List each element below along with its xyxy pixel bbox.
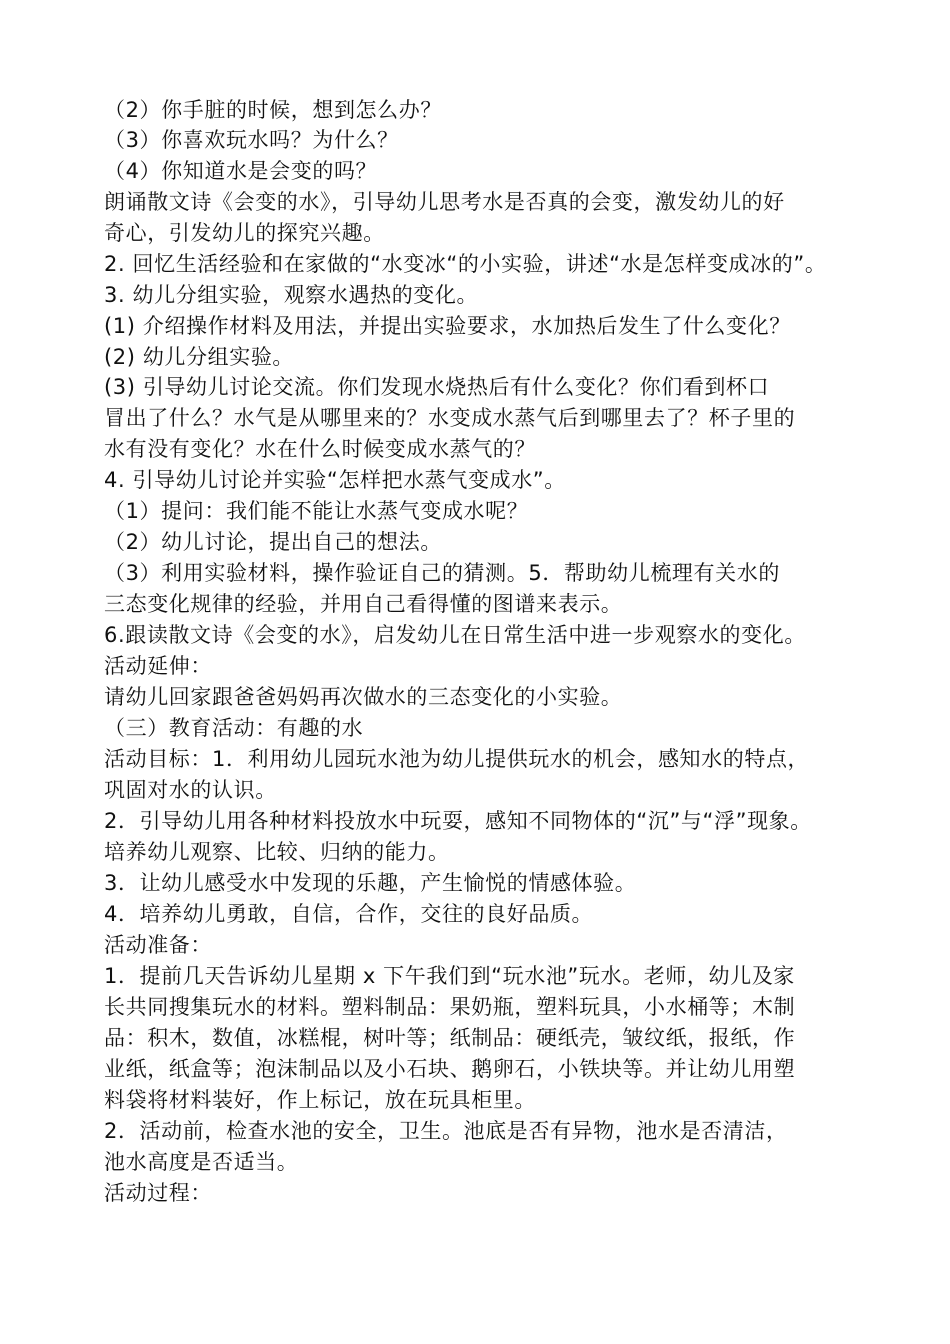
text-line: 长共同搜集玩水的材料。塑料制品：果奶瓶，塑料玩具，小水桶等；木制	[104, 995, 796, 1019]
text-line: （2）幼儿讨论，提出自己的想法。	[104, 530, 442, 554]
text-line: 品：积木，数值，冰糕棍，树叶等；纸制品：硬纸壳，皱纹纸，报纸，作	[104, 1026, 796, 1050]
text-line: 活动准备：	[104, 933, 212, 957]
text-line: （1）提问：我们能不能让水蒸气变成水呢？	[104, 499, 529, 523]
text-line: 4．培养幼儿勇敢，自信，合作，交往的良好品质。	[104, 902, 594, 926]
text-line: （2）你手脏的时候，想到怎么办？	[104, 98, 442, 122]
text-line: （3）你喜欢玩水吗？为什么？	[104, 128, 399, 152]
text-line: 3. 幼儿分组实验，观察水遇热的变化。	[104, 283, 479, 307]
text-line: 6.跟读散文诗《会变的水》，启发幼儿在日常生活中进一步观察水的变化。	[104, 623, 806, 647]
text-line: 请幼儿回家跟爸爸妈妈再次做水的三态变化的小实验。	[104, 685, 623, 709]
text-line: 活动延伸：	[104, 654, 212, 678]
text-line: 3．让幼儿感受水中发现的乐趣，产生愉悦的情感体验。	[104, 871, 637, 895]
text-line: (2) 幼儿分组实验。	[104, 345, 295, 369]
text-line: （3）利用实验材料，操作验证自己的猜测。5．帮助幼儿梳理有关水的	[104, 561, 780, 585]
text-line: 2．活动前，检查水池的安全，卫生。池底是否有异物，池水是否清洁，	[104, 1119, 788, 1143]
text-line: (3) 引导幼儿讨论交流。你们发现水烧热后有什么变化？你们看到杯口	[104, 375, 770, 399]
text-line: 奇心，引发幼儿的探究兴趣。	[104, 221, 385, 245]
text-line: 朗诵散文诗《会变的水》，引导幼儿思考水是否真的会变，激发幼儿的好	[104, 190, 785, 214]
text-line: (1) 介绍操作材料及用法，并提出实验要求，水加热后发生了什么变化？	[104, 314, 791, 338]
text-line: 三态变化规律的经验，并用自己看得懂的图谱来表示。	[104, 592, 623, 616]
text-line: 水有没有变化？水在什么时候变成水蒸气的？	[104, 437, 536, 461]
text-line: 2. 回忆生活经验和在家做的“水变冰“的小实验，讲述“水是怎样变成冰的”。	[104, 252, 827, 276]
text-line: 活动过程：	[104, 1181, 212, 1205]
text-line: 池水高度是否适当。	[104, 1150, 299, 1174]
text-line: 1．提前几天告诉幼儿星期 x 下午我们到“玩水池”玩水。老师，幼儿及家	[104, 964, 795, 988]
text-line: 业纸，纸盒等；泡沫制品以及小石块、鹅卵石，小铁块等。并让幼儿用塑	[104, 1057, 796, 1081]
text-line: 巩固对水的认识。	[104, 778, 277, 802]
text-line: 培养幼儿观察、比较、归纳的能力。	[104, 840, 450, 864]
text-line: （三）教育活动：有趣的水	[104, 716, 364, 740]
text-line: 料袋将材料装好，作上标记，放在玩具柜里。	[104, 1088, 536, 1112]
text-line: 冒出了什么？水气是从哪里来的？水变成水蒸气后到哪里去了？杯子里的	[104, 406, 796, 430]
text-line: 活动目标：1．利用幼儿园玩水池为幼儿提供玩水的机会，感知水的特点，	[104, 747, 810, 771]
text-line: 2．引导幼儿用各种材料投放水中玩耍，感知不同物体的“沉”与“浮”现象。	[104, 809, 812, 833]
text-line: 4. 引导幼儿讨论并实验“怎样把水蒸气变成水”。	[104, 468, 566, 492]
text-line: （4）你知道水是会变的吗？	[104, 159, 378, 183]
